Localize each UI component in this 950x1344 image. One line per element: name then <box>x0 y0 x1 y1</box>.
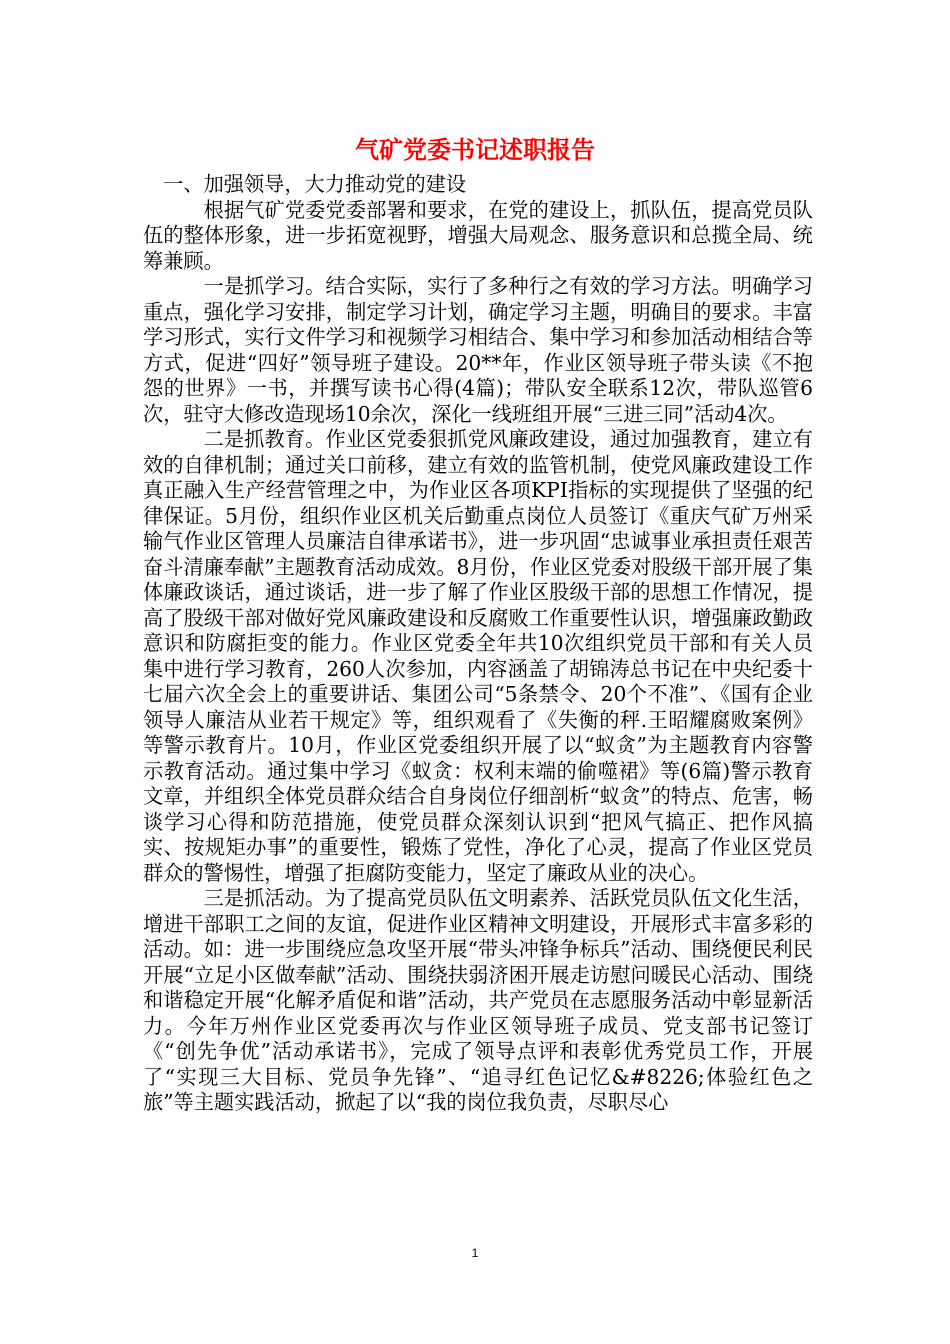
study-paragraph: 一是抓学习。结合实际，实行了多种行之有效的学习方法。明确学习重点，强化学习安排，制定学习计划，确定学习主题，明确目的要求。丰富学习形式，实行文件学习和视频学习相结合、集中学习和参加活动相结合等方式，促进“四好”领导班子建设。20**年，作业区领导班子带头读《不抱怨的世界》一书，并撰写读书心得(4篇)；带队安全联系12次，带队巡管6次，驻守大修改造现场10余次，深化一线班组开展“三进三同”活动4次。 <box>143 274 813 426</box>
section-heading: 一、加强领导，大力推动党的建设 <box>163 172 467 196</box>
document-body <box>143 172 813 1116</box>
intro-paragraph: 根据气矿党委党委部署和要求，在党的建设上，抓队伍，提高党员队伍的整体形象，进一步拓宽视野，增强大局观念、服务意识和总揽全局、统筹兼顾。 <box>143 197 813 273</box>
education-paragraph: 二是抓教育。作业区党委狠抓党风廉政建设，通过加强教育，建立有效的自律机制；通过关口前移，建立有效的监管机制，使党风廉政建设工作真正融入生产经营管理之中，为作业区各项KPI指标的实现提供了坚强的纪律保证。5月份，组织作业区机关后勤重点岗位人员签订《重庆气矿万州采输气作业区管理人员廉洁自律承诺书》，进一步巩固“忠诚事业承担责任艰苦奋斗清廉奉献”主题教育活动成效。8月份，作业区党委对股级干部开展了集体廉政谈话，通过谈话，进一步了解了作业区股级干部的思想工作情况，提高了股级干部对做好党风廉政建设和反腐败工作重要性认识，增强廉政勤政意识和防腐拒变的能力。作业区党委全年共10次组织党员干部和有关人员集中进行学习教育，260人次参加，内容涵盖了胡锦涛总书记在中央纪委十七届六次全会上的重要讲话、集团公司“5条禁令、20个不准”、《国有企业领导人廉洁从业若干规定》等，组织观看了《失衡的秤.王昭耀腐败案例》等警示教育片。10月，作业区党委组织开展了以“蚁贪”为主题教育内容警示教育活动。通过集中学习《蚁贪：权利末端的偷噬裙》等(6篇)警示教育文章，并组织全体党员群众结合自身岗位仔细剖析“蚁贪”的特点、危害，畅谈学习心得和防范措施，使党员群众深刻认识到“把风气搞正、把作风搞实、按规矩办事”的重要性，锻炼了党性，净化了心灵，提高了作业区党员群众的警惕性，增强了拒腐防变能力，坚定了廉政从业的决心。 <box>143 427 813 885</box>
activity-paragraph: 三是抓活动。为了提高党员队伍文明素养、活跃党员队伍文化生活，增进干部职工之间的友谊，促进作业区精神文明建设，开展形式丰富多彩的活动。如：进一步围绕应急攻坚开展“带头冲锋争标兵”活动、围绕便民利民开展“立足小区做奉献”活动、围绕扶弱济困开展走访慰问暖民心活动、围绕和谐稳定开展“化解矛盾促和谐”活动，共产党员在志愿服务活动中彰显新活力。今年万州作业区党委再次与作业区领导班子成员、党支部书记签订《“创先争优”活动承诺书》，完成了领导点评和表彰优秀党员工作，开展了“实现三大目标、党员争先锋”、“追寻红色记忆&#8226;体验红色之旅”等主题实践活动，掀起了以“我的岗位我负责，尽职尽心 <box>143 886 813 1114</box>
document-title: 气矿党委书记述职报告 <box>355 135 595 164</box>
page-number: 1 <box>471 1246 479 1260</box>
